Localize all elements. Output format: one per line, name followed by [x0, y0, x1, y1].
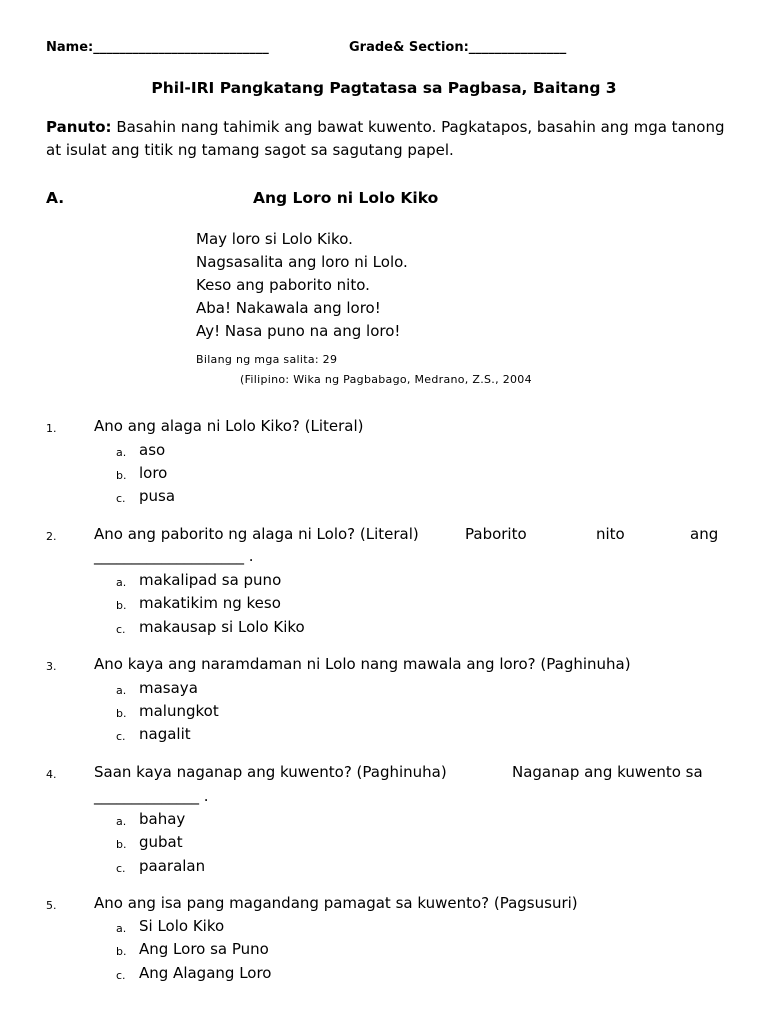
- word-count: Bilang ng mga salita: 29: [196, 353, 338, 366]
- grade-section-field-label: Grade& Section:_______________: [349, 40, 567, 55]
- choice-letter: a.: [116, 684, 127, 697]
- choice-text: Ang Alagang Loro: [139, 964, 272, 982]
- question-text: Ano ang alaga ni Lolo Kiko? (Literal): [94, 417, 364, 435]
- choice-text: nagalit: [139, 725, 191, 743]
- choice-letter: c.: [116, 730, 126, 743]
- answer-prompt-word: Paborito: [465, 525, 527, 543]
- choice-letter: b.: [116, 838, 127, 851]
- question-number: 2.: [46, 530, 57, 543]
- choice-letter: c.: [116, 969, 126, 982]
- answer-prompt-word: ang: [690, 525, 719, 543]
- choice-text: Si Lolo Kiko: [139, 917, 225, 935]
- section-letter: A.: [46, 189, 65, 207]
- answer-blank: ____________________ .: [94, 547, 254, 565]
- answer-prompt-word: nito: [596, 525, 625, 543]
- choice-text: gubat: [139, 833, 183, 851]
- choice-letter: b.: [116, 599, 127, 612]
- question-text: Ano kaya ang naramdaman ni Lolo nang mawala ang loro? (Paghinuha): [94, 655, 631, 673]
- choice-letter: a.: [116, 576, 127, 589]
- choice-text: loro: [139, 464, 168, 482]
- question-number: 5.: [46, 899, 57, 912]
- answer-prompt-text: Naganap ang kuwento sa: [512, 763, 703, 781]
- choice-text: Ang Loro sa Puno: [139, 940, 269, 958]
- story-title: Ang Loro ni Lolo Kiko: [253, 189, 439, 207]
- story-line: Keso ang paborito nito.: [196, 276, 370, 294]
- question-text: Ano ang isa pang magandang pamagat sa kuwento? (Pagsusuri): [94, 894, 578, 912]
- story-line: May loro si Lolo Kiko.: [196, 230, 353, 248]
- question-number: 1.: [46, 422, 57, 435]
- instructions-label: Panuto:: [46, 118, 112, 136]
- choice-text: paaralan: [139, 857, 206, 875]
- choice-text: makalipad sa puno: [139, 571, 282, 589]
- question-number: 4.: [46, 768, 57, 781]
- choice-text: malungkot: [139, 702, 219, 720]
- choice-letter: c.: [116, 862, 126, 875]
- source-citation: (Filipino: Wika ng Pagbabago, Medrano, Z.S., 2004: [240, 373, 532, 386]
- question-text: Saan kaya naganap ang kuwento? (Paghinuha): [94, 763, 447, 781]
- question-number: 3.: [46, 660, 57, 673]
- question-text: Ano ang paborito ng alaga ni Lolo? (Literal): [94, 525, 419, 543]
- choice-text: pusa: [139, 487, 176, 505]
- choice-letter: c.: [116, 492, 126, 505]
- choice-letter: a.: [116, 815, 127, 828]
- answer-blank: ______________ .: [94, 787, 209, 805]
- story-line: Nagsasalita ang loro ni Lolo.: [196, 253, 408, 271]
- story-text: [196, 228, 408, 343]
- choice-letter: a.: [116, 446, 127, 459]
- instructions-text: Basahin nang tahimik ang bawat kuwento. Pagkatapos, basahin ang mga tanong at isulat ang titik ng tamang sagot sa sagutang papel.: [46, 118, 725, 159]
- name-field-label: Name:___________________________: [46, 40, 269, 55]
- choice-text: bahay: [139, 810, 186, 828]
- choice-letter: b.: [116, 707, 127, 720]
- choice-text: makausap si Lolo Kiko: [139, 618, 305, 636]
- choice-text: masaya: [139, 679, 198, 697]
- choice-letter: a.: [116, 922, 127, 935]
- choice-letter: c.: [116, 623, 126, 636]
- choice-letter: b.: [116, 945, 127, 958]
- choice-letter: b.: [116, 469, 127, 482]
- story-line: Ay! Nasa puno na ang loro!: [196, 322, 401, 340]
- instructions: [46, 116, 726, 162]
- story-line: Aba! Nakawala ang loro!: [196, 299, 381, 317]
- choice-text: makatikim ng keso: [139, 594, 281, 612]
- choice-text: aso: [139, 441, 166, 459]
- document-title: Phil-IRI Pangkatang Pagtatasa sa Pagbasa, Baitang 3: [151, 79, 617, 97]
